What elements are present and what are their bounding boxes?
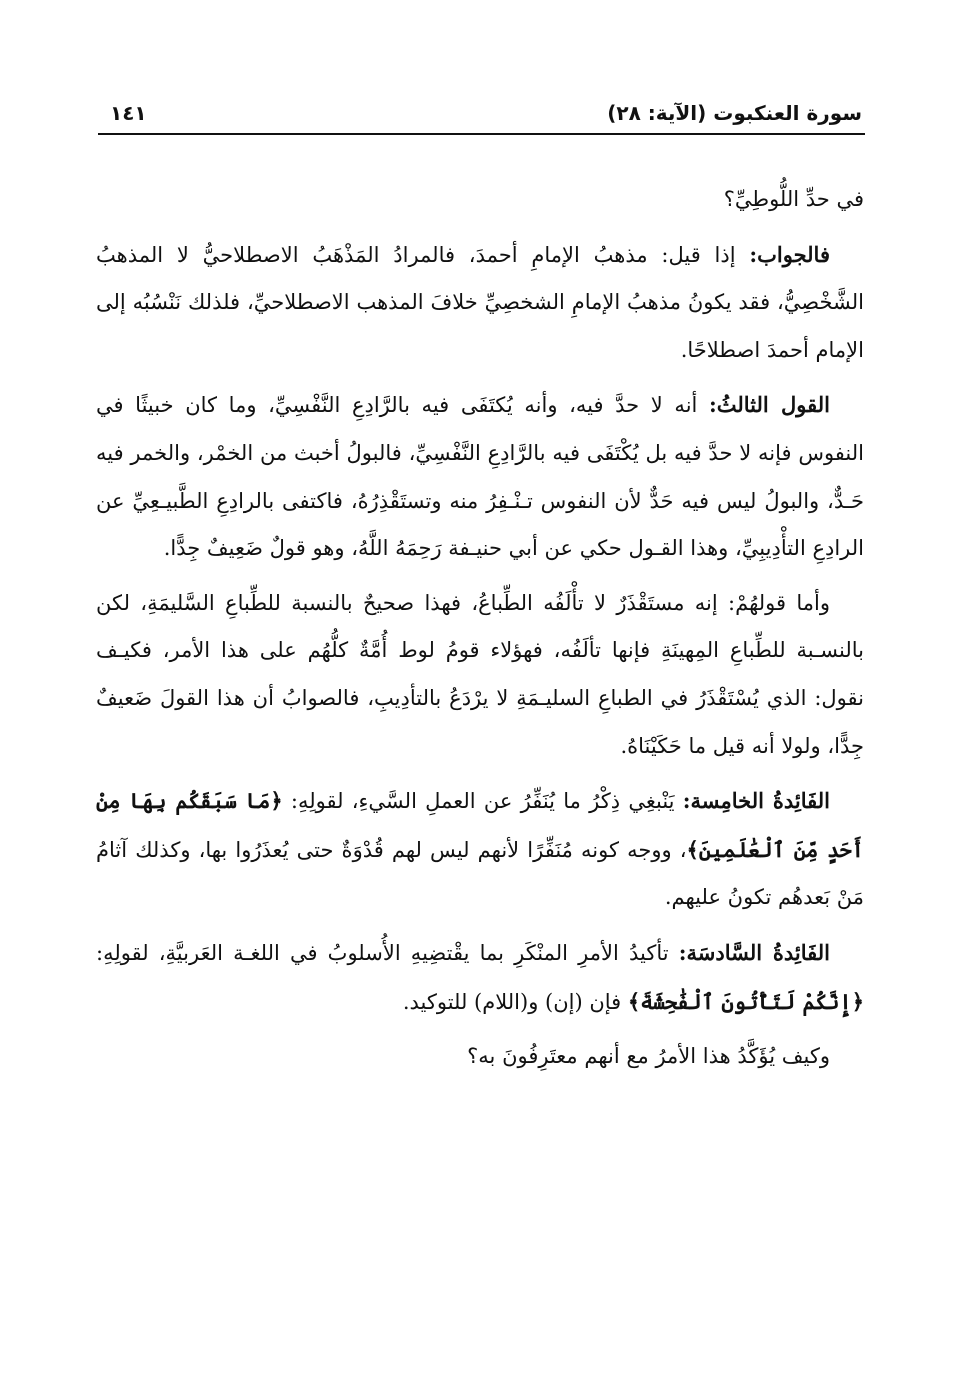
paragraph-rebuttal bbox=[96, 580, 864, 770]
running-header bbox=[110, 98, 862, 132]
paragraph-text: تأكيدُ الأمرِ المنْكَرِ بما يقْتضِيهِ الأُسلوبُ في اللغـة العَربيَّةِ، لقولِهِ: bbox=[96, 940, 679, 965]
surah-header-title: سورة العنكبوت (الآية: ٢٨) bbox=[607, 101, 862, 125]
paragraph-text: إذا قيل: مذهبُ الإمامِ أحمدَ، فالمرادُ المَذْهَبُ الاصطلاحيُّ لا المذهبُ الشَّخْصِيُّ، فقد يكونُ مذهبُ الإمامِ الشخصِيِّ خلافَ المذهب الاصطلاحيِّ، فلذلك نَنْسُبُه إلى الإمام أحمدَ اصطلاحًا. bbox=[96, 242, 864, 362]
paragraph-text: في حدِّ اللُّوطِيِّ؟ bbox=[723, 187, 864, 211]
paragraph-lead: فالجواب: bbox=[749, 241, 830, 267]
paragraph-text: ، ووجه كونه مُنَفِّرًا لأنهم ليس لهم قُدْوَةٌ حتى يُعذَرُوا بها، وكذلك آثامُ مَنْ بَعدهُم تكونُ عليهم. bbox=[96, 837, 864, 910]
paragraph-text: وأما قولهُمْ: إنه مستَقْذَرٌ لا تأْلَفُه الطِّباعُ، فهذا صحيحٌ بالنسبة للطِّباعِ السَّليمَةِ، لكن بالنسـبة للطِّباعِ المِهينَةِ فإنها تألَفُه، فهؤلاء قومُ لوط أُمَّةٌ كلُّهُم على هذا الأمر، فكيـف نقول: الذي يُسْتَقْذَرُ في الطباعِ السليـمَةِ لا يرْدَعُ بالتأدِيبِ، فالصوابُ أن هذا القولَ ضَعيفٌ جِدًّا، ولولا أنه قيل ما حَكَيْنَاهُ. bbox=[96, 590, 864, 758]
paragraph-text: أنه لا حدَّ فيه، وأنه يُكتَفَى فيه بالرَّادِعِ النَّفْسِيِّ، وما كان خبيثًا في النفوس فإنه لا حدَّ فيه بل يُكْتَفَى فيه بالرَّادِعِ النَّفْسِيِّ، فالبولُ أخبث من الخمْر، والخمر فيه حَـدٌّ، والبولُ ليس فيه حَدٌّ لأن النفوس تـنْـفِرُ منه وتستَقْذِرُهُ، فاكتفى بالرادِعِ الطَّبيـعِيِّ عن الرادِعِ التأْدِيبِيِّ، وهذا القـول حكي عن أبي حنيـفة رَحِمَهُ اللَّهُ، وهو قولٌ ضَعِيفٌ جِدًّا. bbox=[96, 393, 864, 561]
paragraph-text: وكيف يُؤَكَّدُ هذا الأمرُ مع أنهم معتَرِفُونَ به؟ bbox=[467, 1044, 830, 1069]
paragraph-lead: الفَائِدةُ السَّادسَة: bbox=[678, 939, 830, 965]
quran-quote: ﴿إِنَّكُمْ لَتَأْتُونَ ٱلْفَٰحِشَةَ﴾ bbox=[627, 988, 864, 1014]
paragraph-lead: الفَائِدةُ الخامِسة: bbox=[682, 788, 830, 814]
header-divider bbox=[98, 133, 865, 135]
paragraph-answer bbox=[96, 231, 864, 375]
paragraph-text: فإن (إن) و(اللام) للتوكيد. bbox=[402, 989, 628, 1014]
page-number: ١٤١ bbox=[110, 101, 147, 125]
paragraph-text: يَنْبغِي ذِكْرُ ما يُنَفِّرُ عن العملِ السَّيءِ، لقولِهِ: bbox=[282, 789, 683, 814]
paragraph-third-opinion bbox=[96, 381, 864, 572]
paragraph-sixth-benefit bbox=[96, 929, 864, 1026]
paragraph-continuation bbox=[96, 176, 864, 224]
page-body bbox=[96, 176, 864, 1088]
paragraph-question bbox=[96, 1033, 864, 1081]
paragraph-fifth-benefit bbox=[96, 777, 864, 922]
paragraph-lead: القول الثالثُ: bbox=[709, 392, 830, 418]
quran-quote: ﴿مَا سَبَقَكُم بِهَا مِنْ أَحَدٍ مِّنَ ٱلْعَٰلَمِينَ﴾ bbox=[96, 788, 864, 862]
